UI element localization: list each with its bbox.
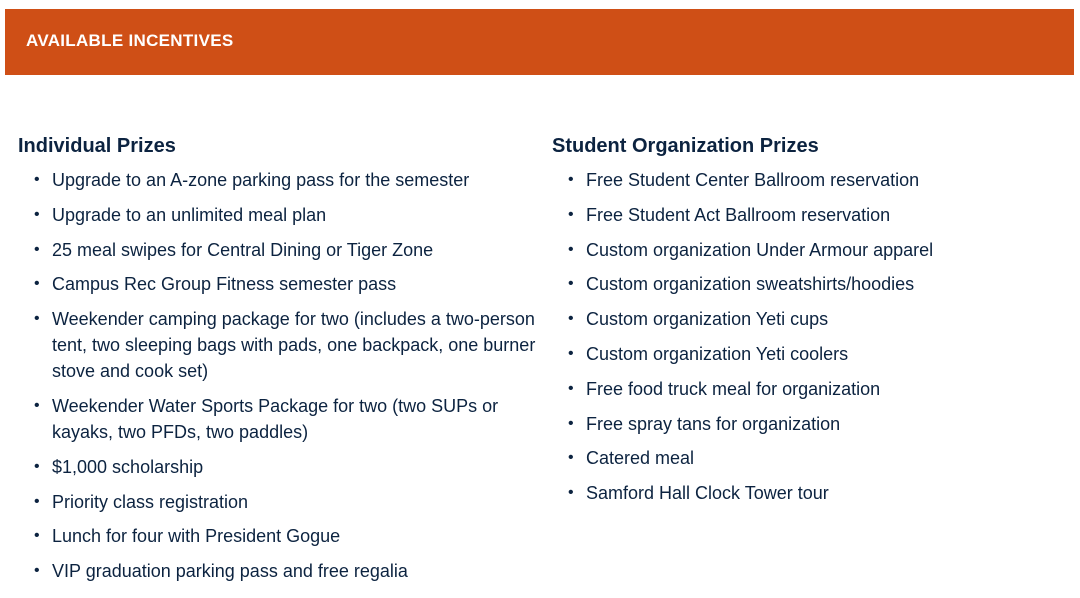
bullet-icon: •	[34, 240, 40, 258]
list-item-text: Free food truck meal for organization	[586, 378, 881, 399]
list-item-text: Weekender Water Sports Package for two (two SUPs or kayaks, two PFDs, two paddles)	[52, 395, 499, 442]
list-item	[18, 237, 538, 263]
bullet-icon: •	[568, 449, 574, 467]
list-item	[18, 393, 538, 445]
list-item	[552, 202, 1052, 228]
bullet-icon: •	[568, 484, 574, 502]
bullet-icon: •	[568, 310, 574, 328]
list-item	[18, 454, 538, 480]
list-item-text: Custom organization Yeti coolers	[586, 343, 849, 364]
list-item	[552, 306, 1052, 332]
bullet-icon: •	[34, 562, 40, 580]
list-item-text: Lunch for four with President Gogue	[52, 526, 341, 547]
bullet-icon: •	[568, 275, 574, 293]
list-item	[552, 237, 1052, 263]
organization-prizes-list	[552, 167, 1052, 506]
list-item-text: Samford Hall Clock Tower tour	[586, 483, 829, 504]
list-item	[18, 271, 538, 297]
list-item	[552, 167, 1052, 193]
bullet-icon: •	[34, 310, 40, 328]
bullet-icon: •	[34, 205, 40, 223]
bullet-icon: •	[34, 457, 40, 475]
list-item	[552, 445, 1052, 471]
list-item-text: Free spray tans for organization	[586, 413, 841, 434]
list-item-text: Upgrade to an A-zone parking pass for the semester	[52, 170, 470, 190]
bullet-icon: •	[34, 275, 40, 293]
list-item-text: Catered meal	[586, 448, 695, 469]
organization-prizes-section	[552, 132, 1052, 515]
individual-prizes-heading: Individual Prizes	[18, 135, 176, 157]
list-item-text: Upgrade to an unlimited meal plan	[52, 204, 327, 225]
bullet-icon: •	[34, 171, 40, 188]
bullet-icon: •	[568, 379, 574, 397]
list-item-text: Campus Rec Group Fitness semester pass	[52, 274, 397, 295]
bullet-icon: •	[34, 396, 40, 414]
list-item-text: VIP graduation parking pass and free regalia	[52, 561, 408, 582]
list-item	[552, 271, 1052, 297]
list-item	[18, 558, 538, 584]
bullet-icon: •	[568, 205, 574, 223]
bullet-icon: •	[568, 240, 574, 258]
list-item	[552, 341, 1052, 367]
list-item-text: $1,000 scholarship	[52, 456, 204, 477]
bullet-icon: •	[34, 492, 40, 510]
bullet-icon: •	[568, 414, 574, 432]
list-item-text: Custom organization sweatshirts/hoodies	[586, 274, 915, 295]
banner-title: AVAILABLE INCENTIVES	[26, 31, 234, 50]
list-item	[18, 523, 538, 549]
individual-prizes-section	[18, 132, 538, 593]
list-item-text: Free Student Center Ballroom reservation	[586, 170, 920, 190]
list-item	[552, 411, 1052, 437]
list-item	[18, 489, 538, 515]
list-item-text: Priority class registration	[52, 491, 249, 512]
list-item	[18, 167, 538, 193]
list-item-text: 25 meal swipes for Central Dining or Tiger Zone	[52, 239, 434, 260]
organization-prizes-heading: Student Organization Prizes	[552, 135, 819, 157]
bullet-icon: •	[568, 344, 574, 362]
bullet-icon: •	[568, 171, 574, 188]
list-item	[18, 306, 538, 384]
list-item	[552, 480, 1052, 506]
individual-prizes-list	[18, 167, 538, 584]
bullet-icon: •	[34, 527, 40, 545]
list-item-text: Weekender camping package for two (includes a two-person tent, two sleeping bags with pads, one backpack, one burner stove and cook set)	[52, 309, 536, 382]
list-item-text: Custom organization Under Armour apparel	[586, 239, 934, 260]
list-item	[18, 202, 538, 228]
incentives-banner	[5, 9, 1074, 75]
list-item	[552, 376, 1052, 402]
list-item-text: Custom organization Yeti cups	[586, 309, 829, 330]
list-item-text: Free Student Act Ballroom reservation	[586, 204, 891, 225]
